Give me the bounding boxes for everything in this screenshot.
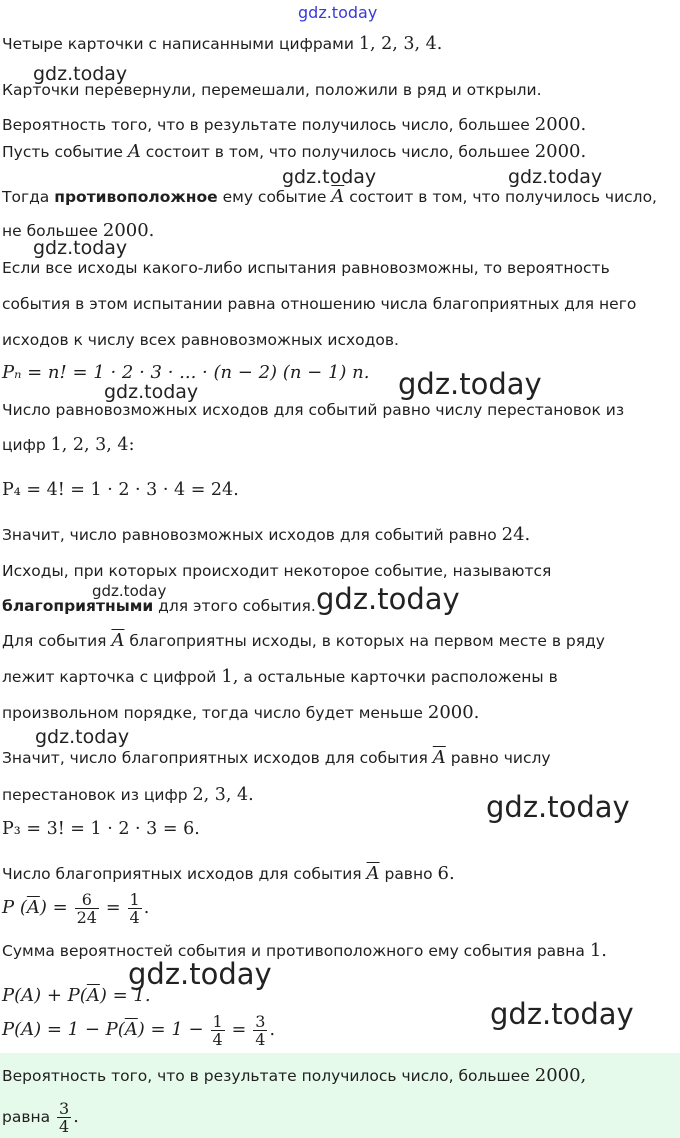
text-line: Карточки перевернули, перемешали, положили в ряд и открыли. (2, 81, 542, 99)
watermark: gdz.today (316, 582, 460, 616)
fraction: $\frac{3}{4}$ (59, 1099, 70, 1136)
text-line: Если все исходы какого-либо испытания равновозможны, то вероятность (2, 259, 610, 277)
watermark: gdz.today (104, 381, 199, 403)
text-line: произвольном порядке, тогда число будет меньше 2000. (2, 702, 480, 723)
text-line: Четыре карточки с написанными цифрами 1, 2, 3, 4. (2, 34, 443, 54)
watermark: gdz.today (508, 166, 603, 188)
text-line: не большее 2000. (2, 220, 155, 241)
watermark: gdz.today (33, 237, 128, 259)
watermark: gdz.today (282, 166, 377, 188)
answer-line: Вероятность того, что в результате получилось число, большее 2000, (2, 1065, 587, 1086)
watermark: gdz.today (33, 63, 128, 85)
text-line: исходов к числу всех равновозможных исходов. (2, 331, 399, 349)
text-line: Значит, число равновозможных исходов для событий равно 24. (2, 524, 531, 545)
formula-line: $P(A) = 1 - P(\overline{A}) = 1$ − $\frac{1}{4}$ = $\frac{3}{4}$ . (2, 1012, 276, 1049)
text-line: Значит, число благоприятных исходов для события $\overline{A}$ равно числу (2, 747, 551, 768)
fraction: $\frac{1}{4}$ (129, 890, 140, 927)
text-line: Вероятность того, что в результате получилось число, большее 2000. (2, 114, 587, 135)
formula-line: $P(A) + P(\overline{A}) = 1$. (2, 985, 151, 1006)
text-line: Число благоприятных исходов для события $\overline{A}$ равно 6. (2, 863, 455, 884)
watermark: gdz.today (128, 957, 272, 991)
watermark: gdz.today (486, 790, 630, 824)
fraction: $\frac{1}{4}$ (212, 1012, 223, 1049)
text-line: Для события $\overline{A}$ благоприятны исходы, в которых на первом месте в ряду (2, 630, 605, 651)
formula-line: P₄ = 4! = 1 · 2 · 3 · 4 = 24. (2, 480, 239, 500)
text-line: Число равновозможных исходов для событий равно числу перестановок из (2, 401, 625, 419)
text-line: лежит карточка с цифрой 1, а остальные карточки расположены в (2, 666, 558, 687)
formula-line: Pₙ = n! = 1 · 2 · 3 · ... · (n − 2) (n − 1) n. (2, 362, 370, 383)
text-line: перестановок из цифр 2, 3, 4. (2, 785, 254, 805)
text-line: благоприятными для этого события. (2, 597, 316, 615)
text-line: Пусть событие A состоит в том, что получилось число, большее 2000. (2, 141, 587, 162)
text-line: цифр 1, 2, 3, 4: (2, 435, 135, 455)
fraction: $\frac{6}{24}$ (76, 890, 97, 927)
watermark: gdz.today (35, 726, 130, 748)
text-line: события в этом испытании равна отношению числа благоприятных для него (2, 295, 637, 313)
watermark-top: gdz.today (298, 3, 378, 22)
text-line: Тогда противоположное ему событие $\overline{A}$ состоит в том, что получилось число, (2, 186, 657, 207)
fraction: $\frac{3}{4}$ (255, 1012, 266, 1049)
formula-line: P₃ = 3! = 1 · 2 · 3 = 6. (2, 819, 200, 839)
watermark: gdz.today (398, 367, 542, 401)
answer-line: равна $\frac{3}{4}$ . (2, 1099, 79, 1136)
watermark: gdz.today (490, 997, 634, 1031)
text-line: Сумма вероятностей события и противоположного ему события равна 1. (2, 940, 608, 961)
text-line: Исходы, при которых происходит некоторое событие, называются (2, 562, 552, 580)
watermark: gdz.today (92, 582, 167, 600)
formula-line: P $(\overline{A})$ = $\frac{6}{24}$ = $\frac{1}{4}$ . (2, 890, 150, 927)
